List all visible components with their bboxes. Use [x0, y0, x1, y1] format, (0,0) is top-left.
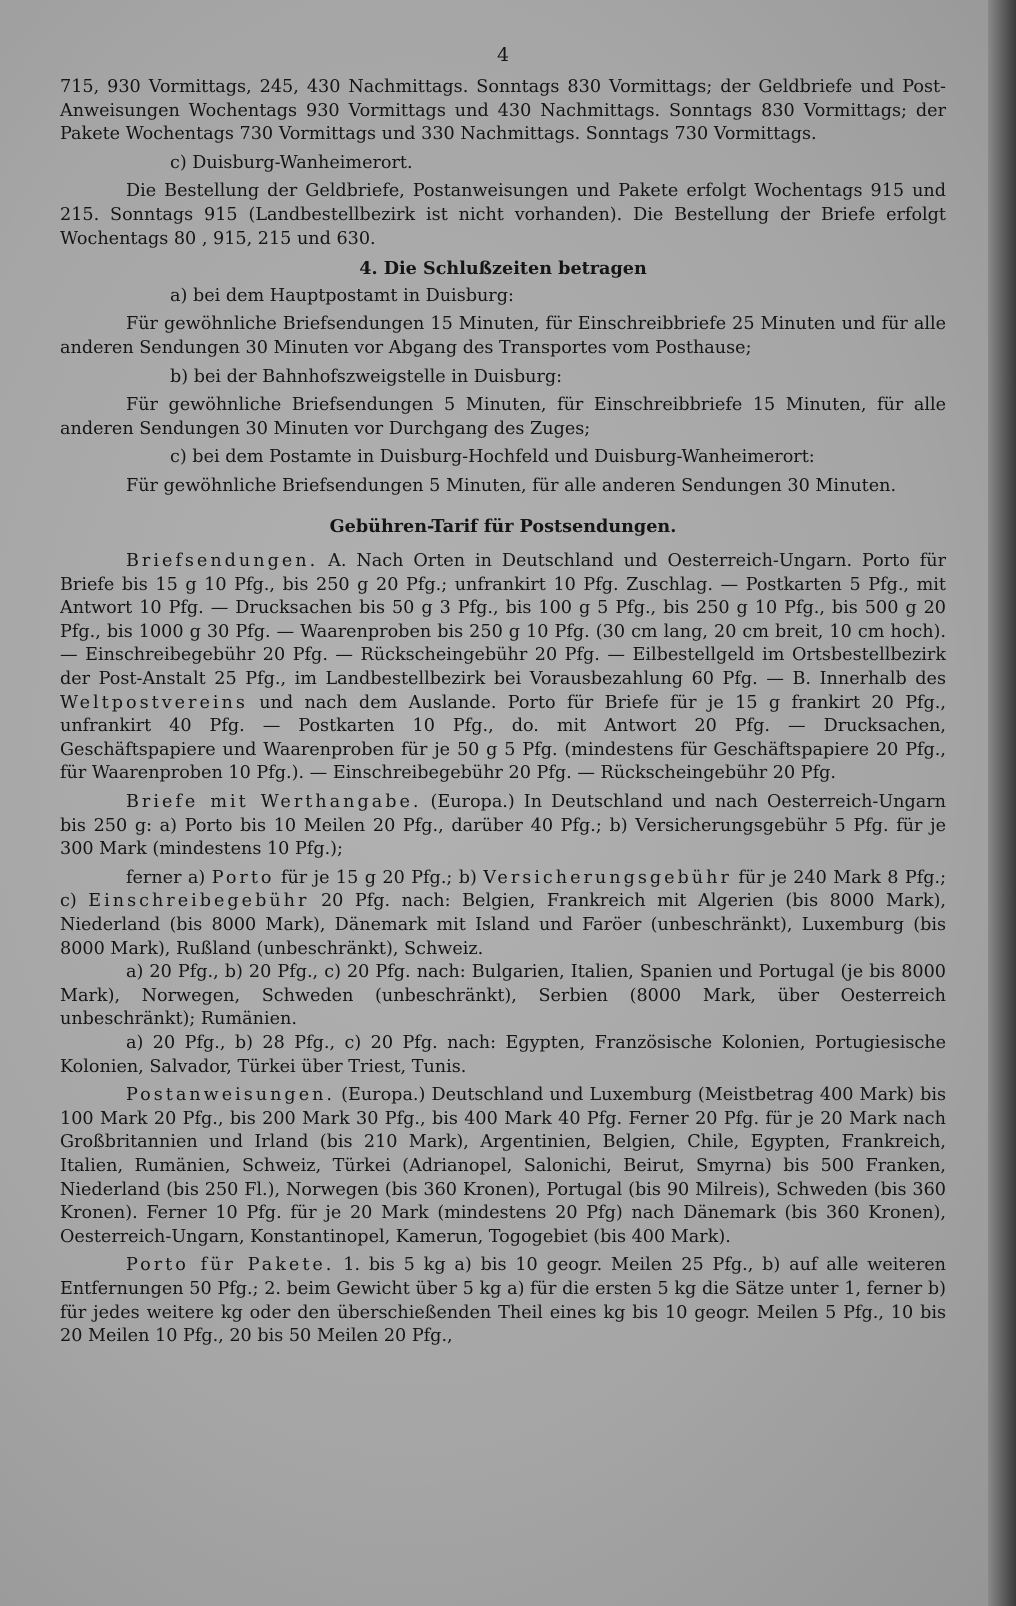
wanheimerort-paragraph: Die Bestellung der Geldbriefe, Postanweisungen und Pakete erfolgt Wochentags 915 und 215. Sonntags 915 (Landbestellbezirk ist nicht vorhanden). Die Bestellung der Briefe erfolgt Wochentags 80 , 915, 215 und 630. [60, 181, 946, 249]
wanheimerort-heading: c) Duisburg-Wanheimerort. [170, 152, 413, 173]
tarif-heading: Gebühren-Tarif für Postsendungen. [329, 515, 677, 537]
section-4-heading: 4. Die Schlußzeiten betragen [359, 258, 647, 280]
pakete-paragraph [60, 1254, 946, 1348]
hauptpostamt-paragraph: Für gewöhnliche Briefsendungen 15 Minuten, für Einschreibbriefe 25 Minuten und für alle anderen Sendungen 30 Minuten vor Abgang des Transportes vom Posthause; [60, 314, 946, 358]
ferner-intro: ferner a) [126, 867, 206, 888]
hochfeld-heading: c) bei dem Postamte in Duisburg-Hochfeld und Duisburg-Wanheimerort: [170, 447, 815, 468]
ferner-versicherung-text: für je 240 Mark 8 Pfg.; c) [60, 867, 947, 912]
briefsendungen-label: Briefsendungen. [126, 551, 319, 572]
hochfeld-paragraph: Für gewöhnliche Briefsendungen 5 Minuten, für alle anderen Sendungen 30 Minuten. [126, 475, 897, 496]
postanweisungen-text: (Europa.) Deutschland und Luxemburg (Meistbetrag 400 Mark) bis 100 Mark 20 Pfg., bis 200 Mark 30 Pfg., bis 400 Mark 40 Pfg. Ferner 20 Pfg. für je 20 Mark nach Großbritannien und Irland (bis 210 Mark), Argentinien, Belgien, Chile, Egypten, Frankreich, Italien, Rumänien, Schweiz, Türkei (Adrianopel, Salonichi, Beirut, Smyrna) bis 500 Franken, Niederland (bis 250 Fl.), Norwegen (bis 360 Kronen), Portugal (bis 90 Milreis), Schweden (bis 360 Kronen). Ferner 10 Pfg. für je 20 Mark (mindestens 20 Pfg) nach Dänemark (bis 360 Kronen), Oesterreich-Ungarn, Konstantinopel, Kamerun, Togogebiet (bis 400 Mark). [60, 1085, 947, 1247]
briefsendungen-paragraph [60, 550, 946, 786]
briefsendungen-text-b: und nach dem Auslande. Porto für Briefe für je 15 g frankirt 20 Pfg., unfrankirt 40 Pfg. — Postkarten 10 Pfg., do. mit Antwort 20 Pfg. — Drucksachen, Geschäftspapiere und Waarenproben für je 50 g 5 Pfg. (mindestens für Geschäftspapiere 20 Pfg., für Waarenproben 10 Pfg.). — Einschreibegebühr 20 Pfg. — Rückscheingebühr 20 Pfg. [60, 692, 946, 784]
bahnhof-heading: b) bei der Bahnhofszweigstelle in Duisburg: [170, 366, 563, 387]
pakete-label: Porto für Pakete. [126, 1255, 335, 1276]
werthangabe-paragraph [60, 791, 946, 862]
postanweisungen-paragraph [60, 1084, 946, 1249]
page-edge-shadow [988, 0, 1016, 1606]
hochfeld-hours-paragraph: 715, 930 Vormittags, 245, 430 Nachmittags. Sonntags 830 Vormittags; der Geldbriefe und Post-Anweisungen Wochentags 930 Vormittags und 430 Nachmittags. Sonntags 830 Vormittags; der Pakete Wochentags 730 Vormittags und 330 Nachmittags. Sonntags 730 Vormittags. [60, 77, 946, 145]
briefsendungen-text: A. Nach Orten in Deutschland und Oesterreich-Ungarn. Porto für Briefe bis 15 g 10 Pfg., bis 250 g 20 Pfg.; unfrankirt 10 Pfg. Zuschlag. — Postkarten 5 Pfg., mit Antwort 10 Pfg. — Drucksachen bis 50 g 3 Pfg., bis 100 g 5 Pfg., bis 250 g 10 Pfg., bis 500 g 20 Pfg., bis 1000 g 30 Pfg. — Waarenproben bis 250 g 10 Pfg. (30 cm lang, 20 cm breit, 10 cm hoch). — Einschreibegebühr 20 Pfg. — Rückscheingebühr 20 Pfg. — Eilbestellgeld im Ortsbestellbezirk der Post-Anstalt 25 Pfg., im Landbestellbezirk bei Vorausbezahlung 60 Pfg. — B. Innerhalb des [60, 551, 947, 690]
ferner-versicherung-label: Versicherungsgebühr [483, 867, 732, 888]
ferner-porto-label: Porto [211, 867, 275, 888]
hauptpostamt-heading: a) bei dem Hauptpostamt in Duisburg: [170, 285, 514, 306]
ferner-einschreibe-text: 20 Pfg. nach: Belgien, Frankreich mit Algerien (bis 8000 Mark), Niederland (bis 8000 Mark), Dänemark mit Island und Faröer (unbeschränkt), Luxemburg (bis 8000 Mark), Rußland (unbeschränkt), Schweiz. [60, 891, 947, 959]
weltpostverein-label: Weltpostvereins [60, 692, 248, 713]
ferner-c-paragraph: a) 20 Pfg., b) 28 Pfg., c) 20 Pfg. nach: Egypten, Französische Kolonien, Portugiesische Kolonien, Salvador, Türkei über Triest, Tunis. [60, 1032, 946, 1077]
ferner-einschreibe-label: Einschreibegebühr [88, 891, 310, 912]
bahnhof-paragraph: Für gewöhnliche Briefsendungen 5 Minuten, für Einschreibbriefe 15 Minuten, für alle anderen Sendungen 30 Minuten vor Durchgang des Zuges; [60, 395, 946, 439]
werthangabe-label: Briefe mit Werthangabe. [126, 792, 422, 813]
ferner-b-paragraph: a) 20 Pfg., b) 20 Pfg., c) 20 Pfg. nach: Bulgarien, Italien, Spanien und Portugal (je bis 8000 Mark), Norwegen, Schweden (unbeschränkt), Serbien (8000 Mark, über Oesterreich unbeschränkt); Rumänien. [60, 962, 946, 1030]
page-number: 4 [496, 44, 510, 66]
postanweisungen-label: Postanweisungen. [126, 1085, 336, 1106]
ferner-paragraph [60, 867, 946, 961]
ferner-porto-text: für je 15 g 20 Pfg.; b) [280, 867, 477, 888]
werthangabe-text: (Europa.) In Deutschland und nach Oesterreich-Ungarn bis 250 g: a) Porto bis 10 Meilen 20 Pfg., darüber 40 Pfg.; b) Versicherungsgebühr 5 Pfg. für je 300 Mark (mindestens 10 Pfg.); [60, 792, 946, 860]
pakete-text: 1. bis 5 kg a) bis 10 geogr. Meilen 25 Pfg., b) auf alle weiteren Entfernungen 50 Pfg.; 2. beim Gewicht über 5 kg a) für die ersten 5 kg die Sätze unter 1, ferner b) für jedes weitere kg oder den überschießenden Theil eines kg bis 10 geogr. Meilen 5 Pfg., 10 bis 20 Meilen 10 Pfg., 20 bis 50 Meilen 20 Pfg., [60, 1255, 946, 1347]
